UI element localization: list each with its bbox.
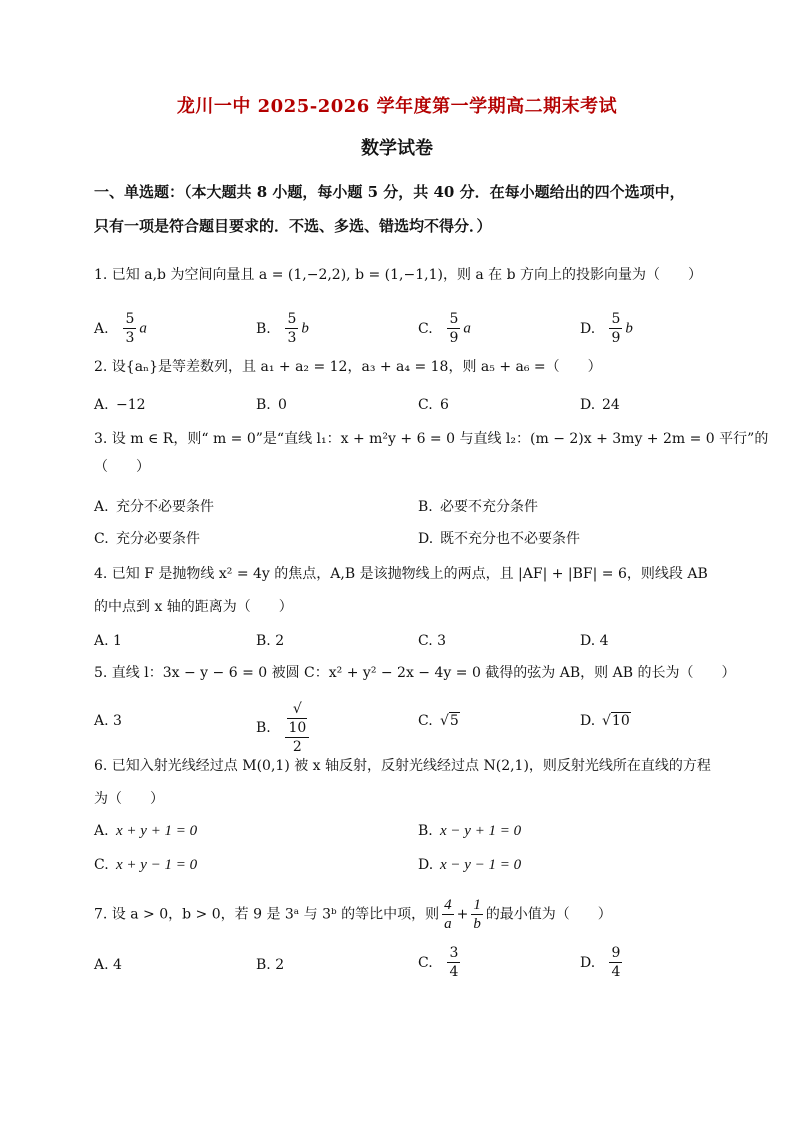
question-2-text: 2. 设{aₙ}是等差数列，且 a₁ + a₂ = 12，a₃ + a₄ = 18，则 a₅ + a₆ =（ ） — [94, 359, 602, 375]
section-heading-line1: 一、单选题：（本大题共 8 小题，每小题 5 分，共 40 分．在每小题给出的四个选项中， — [94, 183, 685, 201]
q5-option-d: D. √10 — [580, 713, 630, 729]
q1-option-c: C. $\frac{5}{9}$ a — [418, 311, 471, 346]
q7-option-d: D. $\frac{9}{4}$ — [580, 945, 621, 980]
question-7: 7. 设 a > 0，b > 0，若 9 是 3ᵃ 与 3ᵇ 的等比中项，则 $\frac{4}{a}$ + $\frac{1}{b}$ 的最小值为（ ） — [94, 897, 612, 932]
q4-option-d: D. 4 — [580, 633, 609, 649]
q4-option-a: A. 1 — [94, 633, 122, 649]
q2-option-b: B. 0 — [256, 397, 287, 413]
question-5 — [94, 662, 736, 684]
q2-option-d: D. 24 — [580, 397, 620, 413]
exam-title: 龙川一中 2025-2026 学年度第一学期高二期末考试 — [176, 96, 618, 117]
q1-option-d: D. $\frac{5}{9}$ b — [580, 311, 633, 346]
question-6-text-line2: 为（ ） — [94, 791, 164, 807]
question-1-text: 1. 已知 a,b 为空间向量且 a = (1,−2,2), b = (1,−1,1)，则 a 在 b 方向上的投影向量为（ ） — [94, 267, 703, 283]
q3-option-d: D. 既不充分也不必要条件 — [418, 531, 580, 547]
question-4-text-line1: 4. 已知 F 是抛物线 x² = 4y 的焦点，A,B 是该抛物线上的两点，且 |AF| + |BF| = 6，则线段 AB — [94, 566, 708, 582]
question-6 — [94, 755, 714, 821]
question-4 — [94, 563, 714, 629]
q3-option-b: B. 必要不充分条件 — [418, 499, 538, 515]
q3-option-a: A. 充分不必要条件 — [94, 499, 214, 515]
section-heading — [94, 175, 714, 243]
q7-option-a: A. 4 — [94, 957, 122, 973]
question-6-text-line1: 6. 已知入射光线经过点 M(0,1) 被 x 轴反射，反射光线经过点 N(2,1)，则反射光线所在直线的方程 — [94, 758, 711, 774]
q7-option-b: B. 2 — [256, 957, 285, 973]
q5-option-c: C. √5 — [418, 713, 459, 729]
section-heading-line2: 只有一项是符合题目要求的．不选、多选、错选均不得分．） — [94, 217, 492, 235]
question-4-text-line2: 的中点到 x 轴的距离为（ ） — [94, 599, 293, 615]
q5-option-a: A. 3 — [94, 713, 122, 729]
question-3-text-line1: 3. 设 m ∈ R，则“ m = 0”是“直线 l₁：x + m²y + 6 = 0 与直线 l₂：(m − 2)x + 3my + 2m = 0 平行”的 — [94, 431, 769, 447]
question-3 — [94, 428, 769, 484]
q2-option-c: C. 6 — [418, 397, 449, 413]
q7-option-c: C. $\frac{3}{4}$ — [418, 945, 459, 980]
question-5-text: 5. 直线 l：3x − y − 6 = 0 被圆 C：x² + y² − 2x − 4y = 0 截得的弦为 AB，则 AB 的长为（ ） — [94, 665, 736, 681]
q6-option-a: A. x + y + 1 = 0 — [94, 823, 198, 839]
question-1 — [94, 264, 714, 286]
q4-option-c: C. 3 — [418, 633, 447, 649]
q1-option-b: B. $\frac{5}{3}$ b — [256, 311, 309, 346]
q6-option-b: B. x − y + 1 = 0 — [418, 823, 522, 839]
q3-option-c: C. 充分必要条件 — [94, 531, 200, 547]
q4-option-b: B. 2 — [256, 633, 285, 649]
exam-subtitle: 数学试卷 — [361, 138, 433, 159]
question-7-text-before: 7. 设 a > 0，b > 0，若 9 是 3ᵃ 与 3ᵇ 的等比中项，则 — [94, 906, 440, 923]
question-2 — [94, 356, 714, 378]
q6-option-c: C. x + y − 1 = 0 — [94, 857, 198, 873]
q6-option-d: D. x − y − 1 = 0 — [418, 857, 522, 873]
question-7-text-after: 的最小值为（ ） — [485, 906, 612, 923]
q1-option-a: A. $\frac{5}{3}$ a — [94, 311, 147, 346]
q2-option-a: A. −12 — [94, 397, 146, 413]
q5-option-b: B. √ 10 2 — [256, 700, 312, 756]
question-3-text-line2: （ ） — [94, 459, 150, 475]
